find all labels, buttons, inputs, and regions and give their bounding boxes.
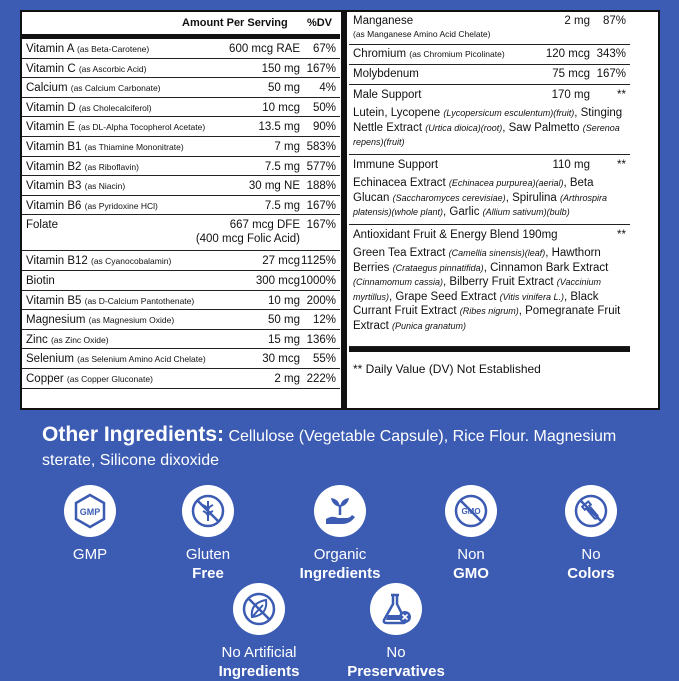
ingredient-botanical: (Allium sativum)(bulb) — [482, 207, 570, 217]
other-ingredients-label: Other Ingredients: — [42, 423, 225, 446]
nutrient-source: (as Beta-Carotene) — [76, 44, 150, 54]
nutrient-name — [26, 295, 194, 307]
ingredient-botanical: (Serenoa repens)(fruit) — [353, 122, 620, 147]
blend-header — [353, 89, 626, 104]
ingredient-botanical: (Camellia sinensis)(leaf) — [448, 248, 546, 258]
svg-text:GMO: GMO — [461, 507, 481, 516]
nutrient-amount: 2 mg — [564, 15, 590, 27]
nutrient-dv: 167% — [306, 62, 336, 75]
ingredient-botanical: (Arthrospira platensis)(whole plant) — [353, 192, 608, 217]
badge-gluten-free — [153, 485, 263, 583]
header-amount: Amount Per Serving — [182, 17, 288, 29]
nutrient-amount: 7 mg — [274, 140, 300, 153]
ingredient-name: , Bilberry Fruit Extract — [443, 276, 557, 288]
nutrient-name — [26, 200, 158, 212]
nutrient-dv: 200% — [306, 294, 336, 307]
nutrient-row — [22, 137, 340, 157]
blend-section — [349, 225, 630, 347]
badge-line1: Gluten — [185, 546, 231, 563]
nutrient-name — [26, 141, 184, 153]
badge-line2: Colors — [567, 565, 615, 582]
nutrient-row — [22, 176, 340, 196]
ingredient-botanical: (Vitis vinifera L.) — [499, 291, 564, 302]
nutrient-dv: 343% — [596, 48, 626, 60]
nutrient-label: Vitamin B2 — [26, 160, 82, 173]
nutrient-source: (as Calcium Carbonate) — [70, 83, 161, 94]
nutrient-source: (as Manganese Amino Acid Chelate) — [353, 29, 491, 39]
nutrient-row — [22, 349, 340, 369]
badge-line2: GMO — [453, 565, 489, 582]
nutrient-amount: 10 mg — [268, 294, 300, 307]
nutrient-source: (as Zinc Oxide) — [50, 334, 109, 345]
footnote: ** Daily Value (DV) Not Established — [353, 362, 541, 376]
badge-line2: Ingredients — [299, 565, 381, 582]
right-column — [349, 12, 630, 386]
nutrient-label: Vitamin C — [26, 62, 76, 75]
nutrient-dv: 577% — [306, 160, 336, 173]
nutrient-label: Vitamin B5 — [26, 294, 82, 307]
nutrient-row — [22, 196, 340, 216]
badge-organic — [285, 485, 395, 583]
nutrient-dv: 1000% — [300, 274, 336, 287]
nutrient-source: (as Selenium Amino Acid Chelate) — [77, 354, 206, 365]
nutrient-source: (as DL-Alpha Tocopherol Acetate) — [78, 122, 206, 133]
blend-section — [349, 85, 630, 155]
blend-header — [353, 159, 626, 174]
nutrient-row — [22, 39, 340, 59]
badge-line1: No Artificial — [221, 644, 297, 661]
nutrient-row — [22, 117, 340, 137]
gluten-free-icon — [182, 485, 234, 537]
blend-dv: ** — [617, 89, 626, 101]
ingredient-botanical: (Urtica dioica)(root) — [425, 122, 503, 133]
ingredient-name: , Spirulina — [505, 191, 561, 204]
nutrient-label: Copper — [26, 372, 64, 385]
nutrient-label: Manganese — [353, 15, 414, 27]
nutrient-amount: 7.5 mg — [264, 160, 300, 173]
blend-ingredients — [353, 176, 626, 220]
ingredient-name: , Stinging Nettle Extract — [353, 107, 623, 134]
nutrient-source: (as Cyanocobalamin) — [91, 256, 172, 267]
nutrient-amount-note: (400 mcg Folic Acid) — [195, 233, 300, 246]
nutrient-amount: 600 mcg RAE — [229, 43, 300, 55]
nutrient-source: (as Magnesium Oxide) — [88, 315, 175, 326]
blend-name: Immune Support — [353, 159, 439, 171]
nutrient-name — [26, 82, 161, 94]
no-artificial-leaf-icon — [233, 583, 285, 635]
nutrient-name — [353, 48, 505, 60]
nutrient-source: (as Riboflavin) — [84, 161, 139, 172]
nutrient-label: Vitamin A — [26, 43, 74, 55]
nutrient-amount: 7.5 mg — [264, 199, 300, 212]
no-colors-icon — [565, 485, 617, 537]
ingredient-name: , Beta Glucan — [353, 177, 594, 204]
ingredient-name: Green Tea Extract — [353, 247, 449, 259]
nutrient-row — [22, 78, 340, 98]
nutrient-label: Folate — [26, 219, 58, 232]
badge-no-colors — [536, 485, 646, 583]
badge-line1: Organic — [313, 546, 367, 563]
nutrient-name — [26, 180, 125, 192]
nutrient-dv: 583% — [306, 140, 336, 153]
other-ingredients-text: Cellulose (Vegetable Capsule), Rice Flour. Magnesium sterate, Silicone dixoxide — [42, 428, 617, 469]
nutrient-dv: 136% — [306, 333, 336, 346]
nutrient-label: Vitamin D — [26, 101, 76, 114]
nutrient-row — [22, 157, 340, 177]
column-divider — [341, 10, 347, 410]
blend-amount: 170 mg — [551, 89, 590, 101]
nutrient-dv: 222% — [306, 372, 336, 385]
blend-name: Male Support — [353, 89, 422, 101]
organic-plant-icon — [314, 485, 366, 537]
badge-non-gmo — [416, 485, 526, 583]
nutrient-amount: 13.5 mg — [258, 121, 300, 134]
nutrient-amount: 30 mcg — [262, 353, 300, 366]
svg-text:GMP: GMP — [79, 507, 101, 517]
nutrient-dv: 55% — [312, 353, 336, 366]
nutrient-row — [22, 271, 340, 291]
ingredient-botanical: (Vaccinium myrtillus) — [353, 277, 601, 302]
nutrient-label: Vitamin B12 — [26, 255, 88, 268]
nutrient-dv: 167% — [306, 199, 336, 212]
gmp-icon — [64, 485, 116, 537]
nutrient-label: Zinc — [26, 333, 48, 346]
nutrient-row — [349, 12, 630, 45]
ingredient-botanical: (Cinnamomum cassia) — [353, 277, 444, 287]
badge-line2: Free — [192, 565, 224, 582]
ingredient-botanical: (Lycopersicum esculentum)(fruit) — [443, 108, 575, 118]
nutrient-source: (as Thiamine Mononitrate) — [84, 141, 184, 152]
badge-line1: No — [581, 546, 601, 563]
nutrient-name — [26, 353, 206, 365]
nutrient-dv: 87% — [602, 15, 626, 27]
ingredient-name: , Hawthorn Berries — [353, 247, 601, 274]
nutrient-amount: 30 mg NE — [248, 180, 300, 193]
nutrient-amount: 120 mcg — [545, 48, 590, 60]
nutrient-name — [26, 373, 153, 385]
ingredient-name: , Saw Palmetto — [502, 121, 583, 134]
blend-name: Antioxidant Fruit & Energy Blend 190mg — [353, 229, 558, 241]
nutrient-source: (as Cholecalciferol) — [78, 102, 152, 113]
nutrient-row — [22, 291, 340, 311]
nutrient-label: Molybdenum — [353, 68, 419, 80]
ingredient-name: , Grape Seed Extract — [389, 290, 500, 303]
nutrient-row — [22, 59, 340, 79]
nutrient-source: (as Pyridoxine HCl) — [84, 200, 158, 211]
nutrient-name — [26, 219, 58, 231]
nutrient-name — [26, 275, 55, 287]
other-ingredients — [42, 423, 662, 473]
nutrient-row — [349, 45, 630, 65]
nutrient-label: Biotin — [26, 274, 55, 287]
ingredient-botanical: (Saccharomyces cerevisiae) — [392, 192, 506, 203]
nutrient-dv: 4% — [319, 82, 336, 95]
table-header — [22, 12, 340, 39]
blend-dv: ** — [617, 159, 626, 171]
blend-amount: 110 mg — [552, 159, 590, 171]
nutrient-source: (as D-Calcium Pantothenate) — [84, 295, 195, 306]
nutrient-amount: 50 mg — [268, 314, 300, 327]
nutrient-dv: 67% — [312, 43, 336, 55]
badge-line1: No — [386, 644, 406, 661]
nutrient-label: Vitamin B3 — [26, 180, 82, 193]
nutrient-dv: 188% — [306, 180, 336, 193]
ingredient-name: , Pomegranate Fruit Extract — [353, 305, 621, 332]
nutrient-row — [349, 65, 630, 85]
blend-section — [349, 155, 630, 225]
nutrient-name — [26, 102, 152, 114]
header-dv: %DV — [306, 17, 332, 29]
nutrient-label: Vitamin E — [26, 121, 76, 134]
nutrient-name — [26, 255, 171, 267]
blend-ingredients — [353, 106, 626, 150]
nutrient-name — [26, 63, 146, 75]
nutrient-dv: 50% — [312, 101, 336, 114]
nutrient-amount: 667 mcg DFE — [229, 219, 300, 232]
badge-line1: Non — [457, 546, 485, 563]
nutrient-dv: 1125% — [301, 255, 336, 268]
no-preservatives-flask-icon — [370, 583, 422, 635]
ingredient-name: Echinacea Extract — [353, 177, 449, 189]
ingredient-name: , Black Currant Fruit Extract — [353, 290, 599, 317]
nutrient-name — [26, 161, 139, 173]
nutrient-name — [26, 43, 149, 55]
nutrient-amount: 75 mcg — [552, 68, 590, 80]
non-gmo-icon — [445, 485, 497, 537]
nutrient-row — [22, 310, 340, 330]
nutrient-label: Chromium — [353, 48, 407, 60]
nutrient-amount: 2 mg — [274, 372, 300, 385]
ingredient-botanical: (Ribes nigrum) — [459, 306, 519, 316]
nutrient-label: Calcium — [26, 82, 68, 95]
nutrient-label: Selenium — [26, 353, 74, 366]
nutrient-amount: 150 mg — [261, 62, 300, 75]
badge-line2: Preservatives — [347, 663, 445, 680]
blend-dv: ** — [617, 229, 626, 241]
nutrient-source: (as Ascorbic Acid) — [78, 63, 147, 74]
ingredient-name: Lutein, Lycopene — [353, 107, 444, 119]
badge-no-artificial — [204, 583, 314, 681]
nutrient-row — [22, 98, 340, 118]
ingredient-name: , Cinnamon Bark Extract — [483, 261, 609, 274]
nutrient-row — [22, 251, 340, 271]
nutrient-amount: 300 mcg — [255, 274, 300, 287]
badge-line1: GMP — [72, 546, 108, 563]
badge-no-preservatives — [341, 583, 451, 681]
nutrient-source: (as Copper Gluconate) — [66, 373, 153, 384]
nutrient-amount: 27 mcg — [262, 255, 300, 268]
nutrient-dv: 90% — [312, 121, 336, 134]
ingredient-botanical: (Crataegus pinnatifida) — [392, 262, 484, 273]
ingredient-botanical: (Punica granatum) — [391, 320, 467, 331]
nutrient-label: Vitamin B6 — [26, 199, 82, 212]
nutrient-row — [22, 369, 340, 389]
nutrient-row — [22, 215, 340, 251]
badge-line2: Ingredients — [218, 663, 300, 680]
nutrient-label: Vitamin B1 — [26, 140, 82, 153]
nutrient-row — [22, 330, 340, 350]
nutrient-name — [26, 314, 174, 326]
nutrient-source: (as Niacin) — [84, 181, 126, 192]
nutrient-label: Magnesium — [26, 314, 86, 327]
nutrient-amount: 15 mg — [268, 333, 300, 346]
nutrient-amount: 50 mg — [268, 82, 300, 95]
nutrient-dv: 12% — [312, 314, 336, 327]
ingredient-name: , Garlic — [443, 206, 483, 218]
blend-header — [353, 229, 626, 244]
left-column — [22, 12, 340, 389]
blend-ingredients — [353, 246, 626, 333]
nutrient-name — [26, 121, 205, 133]
badge-gmp — [35, 485, 145, 564]
nutrient-dv: 167% — [306, 219, 336, 232]
nutrient-amount: 10 mcg — [262, 101, 300, 114]
nutrient-source: (as Chromium Picolinate) — [409, 49, 505, 59]
nutrient-name — [26, 334, 109, 346]
nutrient-dv: 167% — [596, 68, 626, 80]
ingredient-botanical: (Echinacea purpurea)(aerial) — [448, 178, 564, 188]
